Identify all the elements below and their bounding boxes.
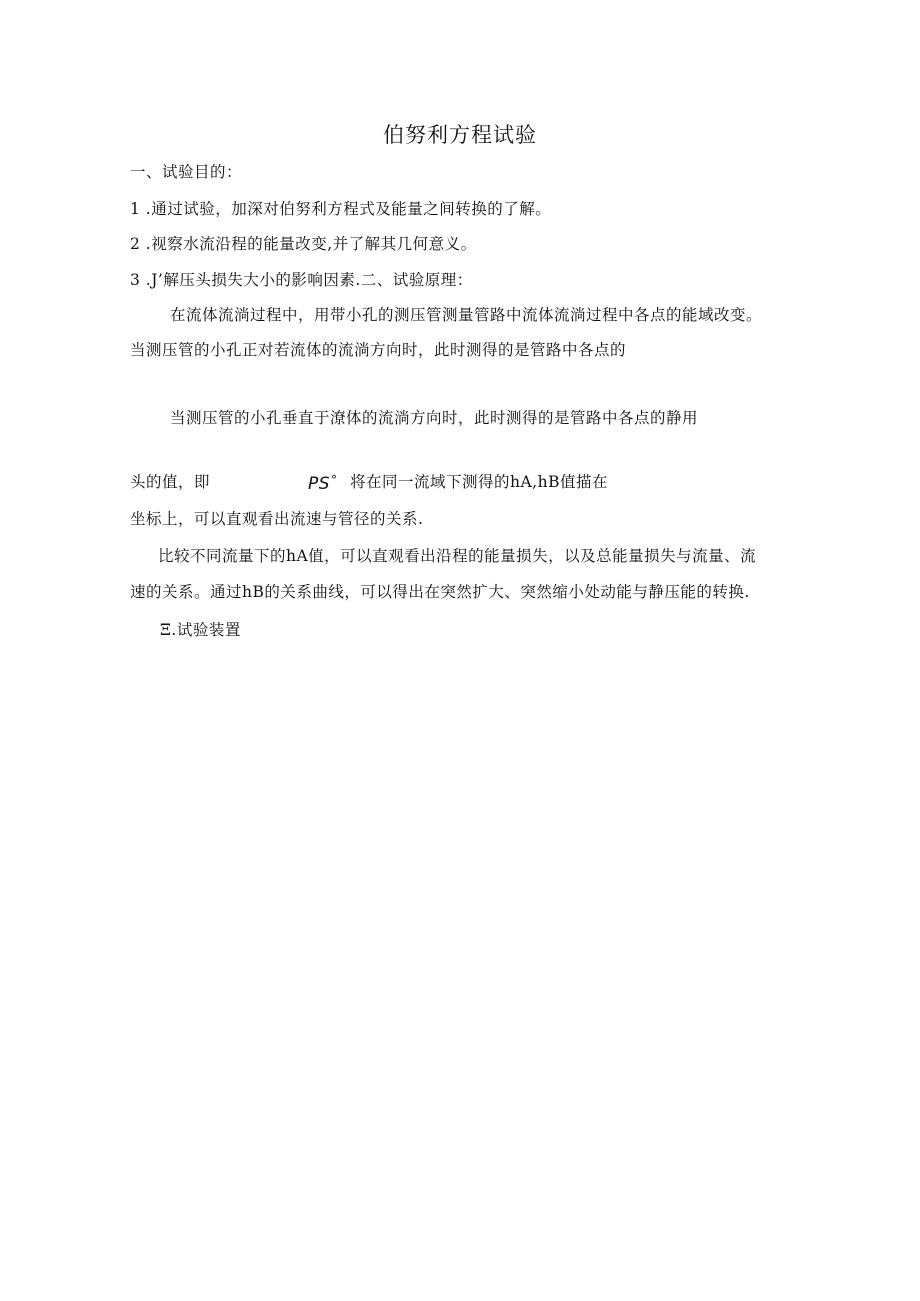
paragraph-2-line-2-start: 头的值，即 (130, 473, 211, 491)
section-heading-apparatus: Ξ.试验装置 (160, 621, 241, 639)
formula-degree: ° (331, 473, 338, 487)
section-heading-purpose: 一、试验目的： (130, 163, 243, 181)
purpose-item-3: 3 .J’解压头损失大小的影响因素.二、试验原理： (130, 271, 473, 289)
principle-paragraph-3-line-2: 速的关系。通过hB的关系曲线，可以得出在突然扩大、突然缩小处动能与静压能的转换. (130, 583, 750, 601)
formula (308, 470, 338, 494)
purpose-item-2: 2 .视察水流沿程的能量改变,并了解其几何意义。 (130, 235, 477, 253)
purpose-item-1: 1 .通过试验，加深对伯努利方程式及能量之间转换的了解。 (130, 200, 552, 218)
document-title: 伯努利方程试验 (383, 123, 537, 147)
principle-paragraph-1-line-1: 在流体流淌过程中，用带小孔的测压管测量管路中流体流淌过程中各点的能域改变。 (170, 306, 763, 324)
principle-paragraph-1-line-2: 当测压管的小孔正对若流体的流淌方向时，此时测得的是管路中各点的 (130, 341, 627, 359)
principle-paragraph-3-line-1: 比较不同流量下的hA值，可以直观看出沿程的能量损失，以及总能量损失与流量、流 (158, 547, 757, 565)
paragraph-2-line-2-end: 将在同一流域下测得的hA,hB值描在 (350, 473, 608, 491)
formula-text: PS (308, 474, 331, 494)
principle-paragraph-2-line-1: 当测压管的小孔垂直于潦体的流淌方向时，此时测得的是管路中各点的静用 (170, 409, 699, 427)
principle-paragraph-2-line-2 (130, 472, 210, 492)
principle-paragraph-2-line-3: 坐标上，可以直观看出流速与管径的关系. (130, 510, 424, 528)
